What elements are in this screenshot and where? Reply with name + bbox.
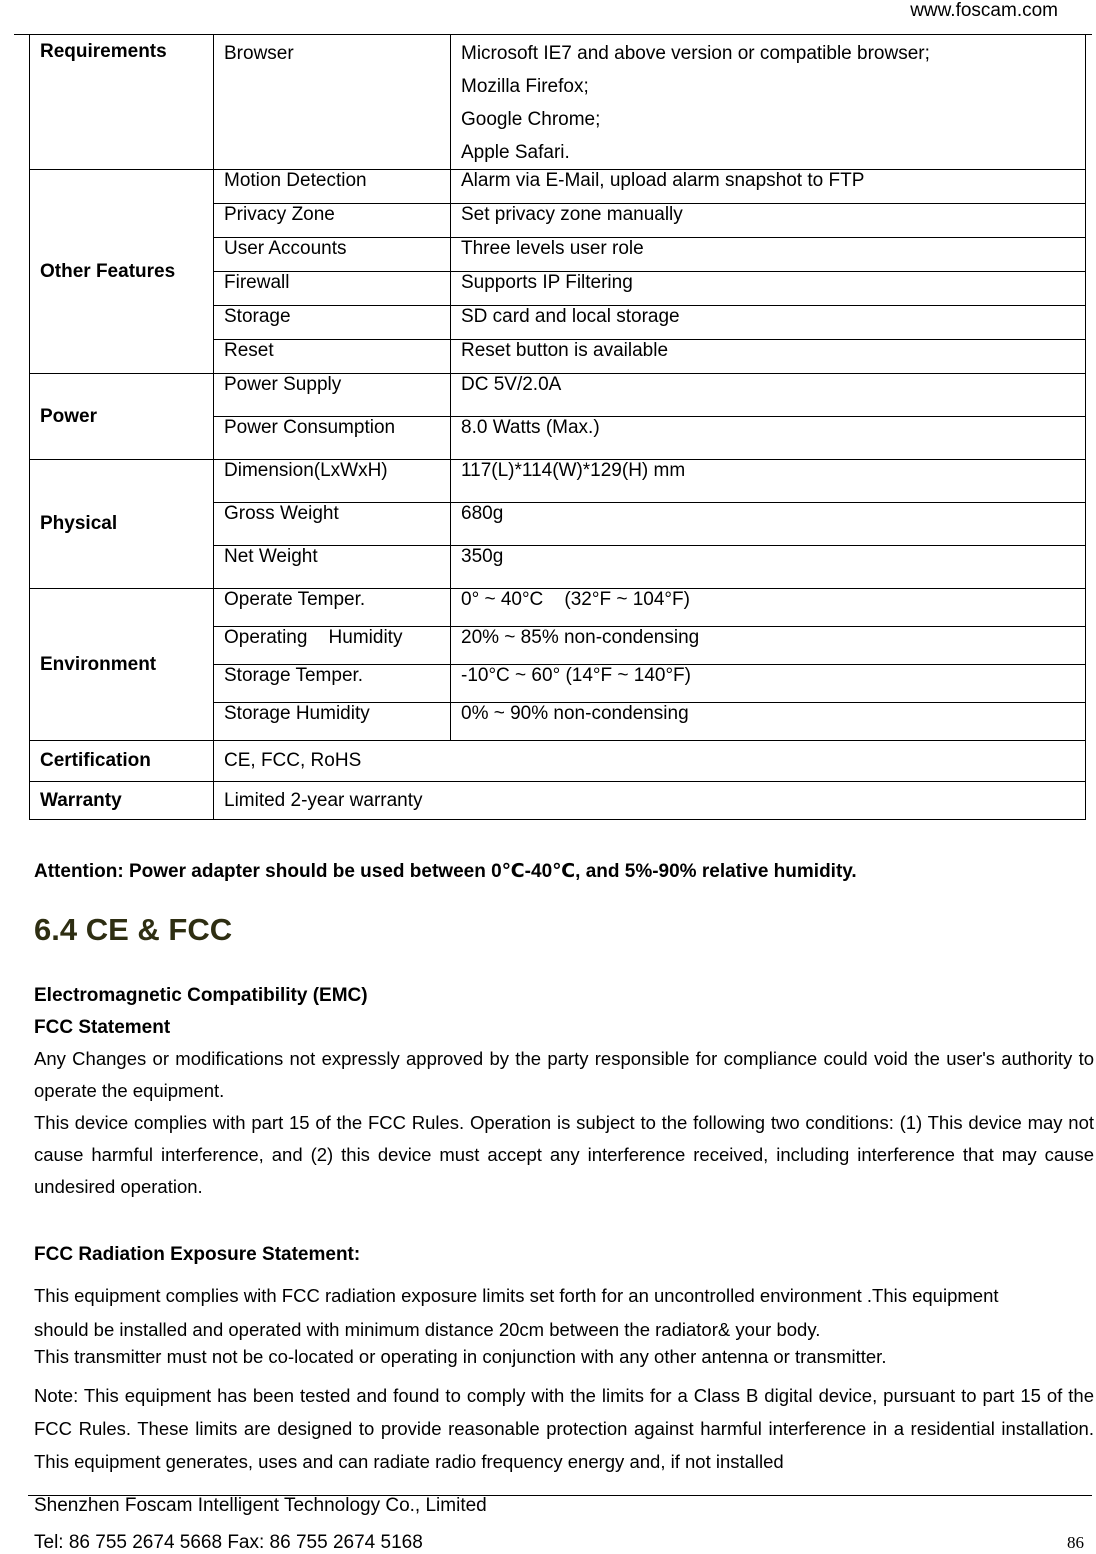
category-certification: Certification [30,741,214,782]
spec-value: Three levels user role [451,238,1086,272]
spec-item: Storage Humidity [214,703,451,741]
category-warranty: Warranty [30,782,214,820]
spec-value: 680g [451,503,1086,546]
value-browser: Microsoft IE7 and above version or compatible browser; Mozilla Firefox; Google Chrome; Apple Safari. [451,35,1086,170]
footer-contact: Tel: 86 755 2674 5668 Fax: 86 755 2674 5168 [34,1532,423,1553]
spec-value: Limited 2-year warranty [214,782,1086,820]
spec-item: Operate Temper. [214,589,451,627]
table-row [30,374,1086,417]
spec-item: Power Consumption [214,417,451,460]
spec-value: 350g [451,546,1086,589]
table-row [30,460,1086,503]
fcc-paragraph-1: Any Changes or modifications not expressly approved by the party responsible for compliance could void the user's authority to operate the equipment. [34,1048,1094,1101]
category-requirements: Requirements [30,35,214,170]
attention-note: Attention: Power adapter should be used between 0℃-40℃, and 5%-90% relative humidity. [34,861,857,882]
spec-value: SD card and local storage [451,306,1086,340]
spec-value: 20% ~ 85% non-condensing [451,627,1086,665]
category-power: Power [30,374,214,460]
spec-table [29,34,1086,820]
emc-heading: Electromagnetic Compatibility (EMC) [34,985,368,1006]
spec-item: Net Weight [214,546,451,589]
spec-value: 117(L)*114(W)*129(H) mm [451,460,1086,503]
table-row [30,782,1086,820]
item-browser: Browser [214,35,451,170]
radiation-paragraph-1: This equipment complies with FCC radiation exposure limits set forth for an uncontrolled environment .This equipment should be installed and operated with minimum distance 20cm between the radiator& your body. [34,1285,999,1340]
category-other-features: Other Features [30,170,214,374]
spec-value: Set privacy zone manually [451,204,1086,238]
category-environment: Environment [30,589,214,741]
table-row [30,741,1086,782]
table-row [30,35,1086,170]
spec-value: -10°C ~ 60° (14°F ~ 140°F) [451,665,1086,703]
page-number: 86 [1067,1533,1084,1552]
spec-value: 0° ~ 40°C (32°F ~ 104°F) [451,589,1086,627]
header-url: www.foscam.com [910,0,1058,21]
category-physical: Physical [30,460,214,589]
spec-item: Privacy Zone [214,204,451,238]
spec-value: 8.0 Watts (Max.) [451,417,1086,460]
spec-item: Operating Humidity [214,627,451,665]
spec-value: Reset button is available [451,340,1086,374]
spec-item: Power Supply [214,374,451,417]
radiation-paragraph-2: This transmitter must not be co-located or operating in conjunction with any other antenna or transmitter. [34,1346,887,1367]
spec-item: Storage [214,306,451,340]
fcc-statement-heading: FCC Statement [34,1017,171,1038]
spec-value: Supports IP Filtering [451,272,1086,306]
footer-company: Shenzhen Foscam Intelligent Technology Co., Limited [34,1495,487,1516]
spec-item: Motion Detection [214,170,451,204]
spec-value: Alarm via E-Mail, upload alarm snapshot to FTP [451,170,1086,204]
spec-item: Dimension(LxWxH) [214,460,451,503]
spec-value: CE, FCC, RoHS [214,741,1086,782]
spec-item: Reset [214,340,451,374]
note-paragraph: Note: This equipment has been tested and found to comply with the limits for a Class B digital device, pursuant to part 15 of the FCC Rules. These limits are designed to provide reasonable protection against harmful interference in a residential installation. This equipment generates, uses and can radiate radio frequency energy and, if not installed [34,1385,1094,1472]
table-row [30,589,1086,627]
spec-item: User Accounts [214,238,451,272]
spec-item: Gross Weight [214,503,451,546]
section-title: 6.4 CE & FCC [34,912,233,947]
spec-value: DC 5V/2.0A [451,374,1086,417]
spec-item: Firewall [214,272,451,306]
spec-value: 0% ~ 90% non-condensing [451,703,1086,741]
radiation-heading: FCC Radiation Exposure Statement: [34,1244,361,1265]
spec-item: Storage Temper. [214,665,451,703]
table-row [30,170,1086,204]
fcc-paragraph-2: This device complies with part 15 of the FCC Rules. Operation is subject to the following two conditions: (1) This device may not cause harmful interference, and (2) this device must accept any interference received, including interference that may cause undesired operation. [34,1112,1094,1197]
